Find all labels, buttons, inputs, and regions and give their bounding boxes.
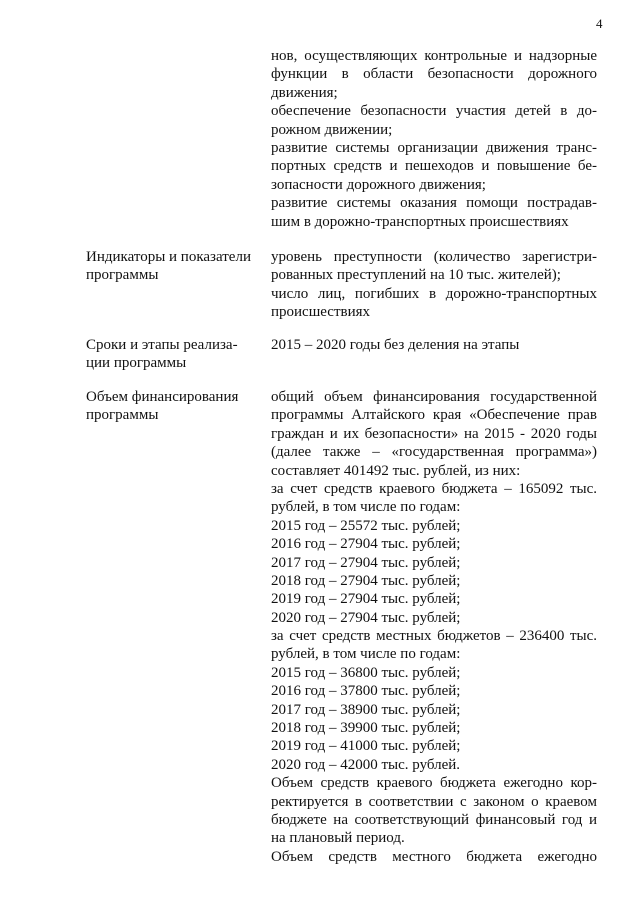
text-line: Объем средств краевого бюджета ежегодно кор- [271, 775, 597, 792]
text-line: программы [86, 267, 159, 284]
text-line: программы [86, 407, 159, 424]
text-line: функции в области безопасности дорожного [271, 66, 597, 83]
text-line: ции программы [86, 355, 187, 372]
text-line: ректируется в соответствии с законом о краевом [271, 793, 597, 810]
text-line: развитие системы организации движения транс- [271, 139, 597, 156]
indicators-value [271, 248, 597, 322]
financing-value [271, 388, 597, 866]
text-line: портных средств и пешеходов и повышение бе- [271, 158, 597, 175]
text-line: 2019 год – 27904 тыс. рублей; [271, 591, 461, 608]
text-line: рованных преступлений на 10 тыс. жителей); [271, 267, 561, 284]
text-line: происшествиях [271, 304, 371, 321]
text-line: граждан и их безопасности» на 2015 - 2020 годы [271, 425, 597, 442]
text-line: шим в дорожно-транспортных происшествиях [271, 213, 569, 230]
text-line: 2018 год – 39900 тыс. рублей; [271, 720, 461, 737]
text-line: 2015 год – 25572 тыс. рублей; [271, 517, 461, 534]
text-line: нов, осуществляющих контрольные и надзорные [271, 48, 597, 64]
tasks-continued-text [271, 47, 597, 231]
text-line: (далее также – «государственная программа») [271, 444, 597, 461]
terms-value [271, 336, 597, 354]
text-line: зопасности дорожного движения; [271, 176, 486, 193]
text-line: 2017 год – 38900 тыс. рублей; [271, 701, 461, 718]
page-number: 4 [596, 16, 603, 31]
text-line: 2016 год – 27904 тыс. рублей; [271, 536, 461, 553]
text-line: Индикаторы и показатели [86, 249, 251, 265]
text-line: рублей, в том числе по годам: [271, 499, 461, 516]
text-line: общий объем финансирования государственной [271, 389, 597, 405]
text-line: за счет средств краевого бюджета – 165092 тыс. [271, 480, 597, 497]
text-line: рожном движении; [271, 121, 393, 138]
text-line: за счет средств местных бюджетов – 236400 тыс. [271, 628, 597, 645]
text-line: 2020 год – 42000 тыс. рублей. [271, 756, 461, 773]
text-line: уровень преступности (количество зарегистри- [271, 249, 597, 265]
text-line: рублей, в том числе по годам: [271, 646, 461, 663]
text-line: 2018 год – 27904 тыс. рублей; [271, 572, 461, 589]
text-line: бюджете на соответствующий финансовый год и [271, 811, 597, 828]
text-line: 2015 год – 36800 тыс. рублей; [271, 664, 461, 681]
text-line: Сроки и этапы реализа- [86, 337, 238, 353]
financing-label [86, 388, 256, 425]
text-line: число лиц, погибших в дорожно-транспортных [271, 285, 597, 302]
text-line: обеспечение безопасности участия детей в до- [271, 103, 597, 120]
text-line: программы Алтайского края «Обеспечение прав [271, 407, 597, 424]
text-line: 2017 год – 27904 тыс. рублей; [271, 554, 461, 571]
text-line: 2016 год – 37800 тыс. рублей; [271, 683, 461, 700]
text-line: на плановый период. [271, 830, 405, 847]
indicators-label [86, 248, 256, 285]
text-line: движения; [271, 84, 338, 101]
text-line: Объем финансирования [86, 389, 239, 405]
text-line: развитие системы оказания помощи пострадав- [271, 195, 597, 212]
text-line: 2015 – 2020 годы без деления на этапы [271, 337, 520, 353]
text-line: Объем средств местного бюджета ежегодно [271, 848, 597, 865]
text-line: 2019 год – 41000 тыс. рублей; [271, 738, 461, 755]
text-line: составляет 401492 тыс. рублей, из них: [271, 462, 521, 479]
text-line: 2020 год – 27904 тыс. рублей; [271, 609, 461, 626]
terms-label [86, 336, 256, 373]
